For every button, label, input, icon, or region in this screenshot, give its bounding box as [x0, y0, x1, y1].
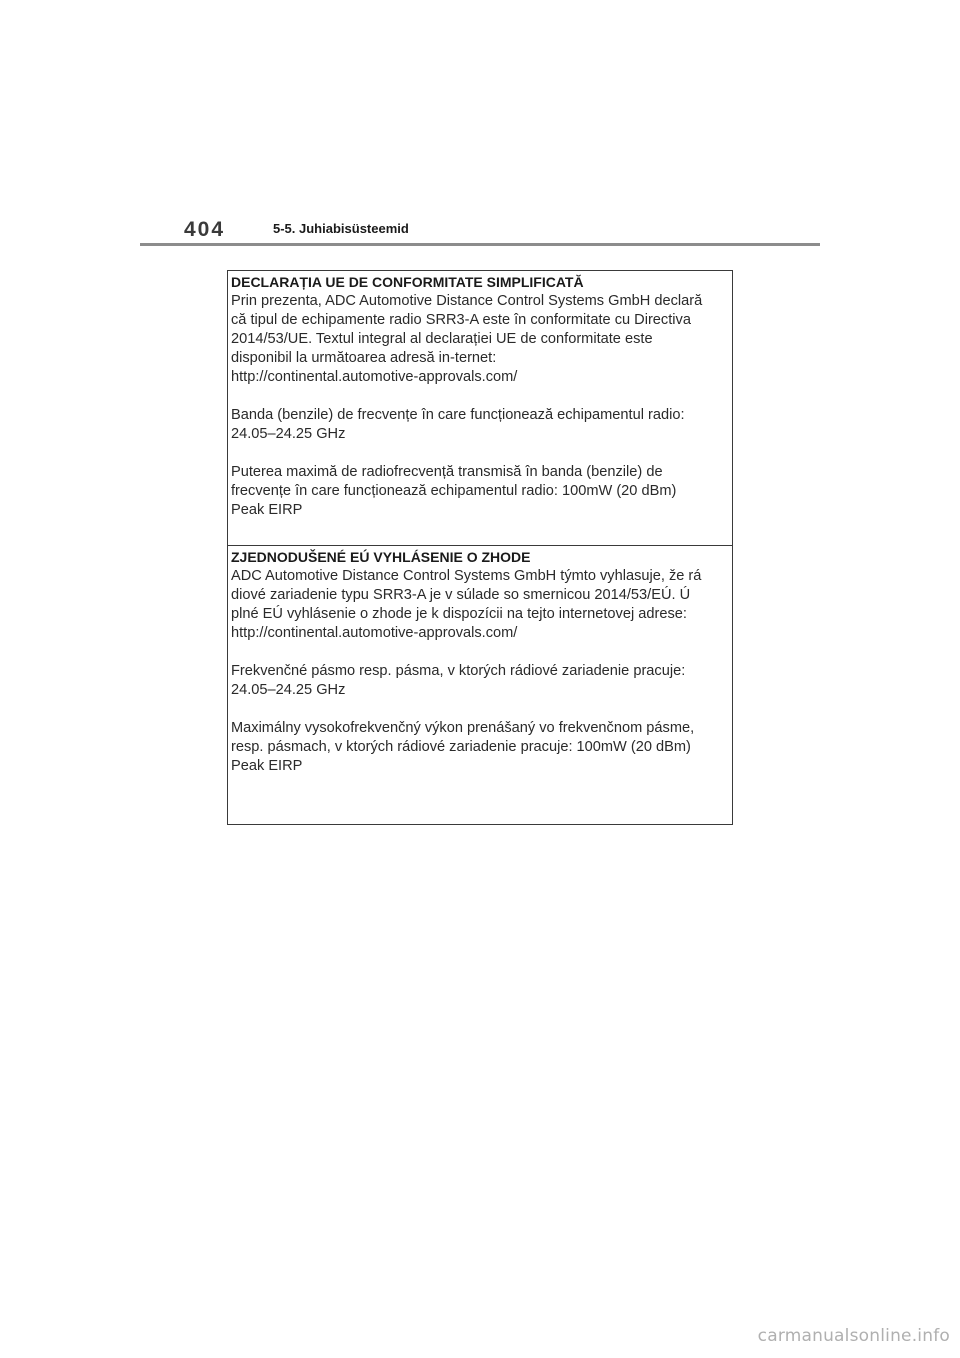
- romanian-title: DECLARAȚIA UE DE CONFORMITATE SIMPLIFICATĂ: [231, 274, 584, 290]
- text-line: frecvențe în care funcționează echipamentul radio: 100mW (20 dBm): [231, 483, 677, 499]
- text-line: Peak EIRP: [231, 758, 303, 774]
- text-line: Prin prezenta, ADC Automotive Distance Control Systems GmbH declară: [231, 293, 703, 309]
- slovak-title: ZJEDNODUŠENÉ EÚ VYHLÁSENIE O ZHODE: [231, 549, 531, 565]
- romanian-paragraph-2: [231, 406, 730, 444]
- text-line: plné EÚ vyhlásenie o zhode je k dispozícii na tejto internetovej adrese:: [231, 606, 687, 622]
- url-text: http://continental.automotive-approvals.com/: [231, 625, 518, 641]
- page-number: 404: [184, 218, 226, 241]
- slovak-paragraph-1: [231, 567, 730, 643]
- declaration-box: [227, 270, 733, 825]
- text-line: ADC Automotive Distance Control Systems GmbH týmto vyhlasuje, že rá: [231, 568, 702, 584]
- text-line: 24.05–24.25 GHz: [231, 682, 346, 698]
- site-watermark: carmanualsonline.info: [757, 1326, 950, 1346]
- text-line: 2014/53/UE. Textul integral al declarației UE de conformitate este: [231, 331, 653, 347]
- text-line: Puterea maximă de radiofrecvență transmisă în banda (benzile) de: [231, 464, 663, 480]
- slovak-declaration: [231, 548, 730, 776]
- text-line: că tipul de echipamente radio SRR3-A este în conformitate cu Directiva: [231, 312, 691, 328]
- section-title: 5-5. Juhiabisüsteemid: [273, 221, 409, 236]
- header-rule: [140, 243, 820, 246]
- romanian-paragraph-3: [231, 463, 730, 520]
- slovak-paragraph-3: [231, 719, 730, 776]
- text-line: Maximálny vysokofrekvenčný výkon prenášaný vo frekvenčnom pásme,: [231, 720, 695, 736]
- text-line: Banda (benzile) de frecvențe în care funcționează echipamentul radio:: [231, 407, 685, 423]
- romanian-paragraph-1: [231, 292, 730, 387]
- romanian-declaration: [231, 273, 730, 520]
- text-line: Frekvenčné pásmo resp. pásma, v ktorých rádiové zariadenie pracuje:: [231, 663, 686, 679]
- section-divider: [228, 545, 732, 546]
- url-text: http://continental.automotive-approvals.com/: [231, 369, 518, 385]
- text-line: Peak EIRP: [231, 502, 303, 518]
- text-line: resp. pásmach, v ktorých rádiové zariadenie pracuje: 100mW (20 dBm): [231, 739, 691, 755]
- text-line: diové zariadenie typu SRR3-A je v súlade so smernicou 2014/53/EÚ. Ú: [231, 587, 691, 603]
- text-line: 24.05–24.25 GHz: [231, 426, 346, 442]
- slovak-paragraph-2: [231, 662, 730, 700]
- text-line: disponibil la următoarea adresă in-ternet:: [231, 350, 497, 366]
